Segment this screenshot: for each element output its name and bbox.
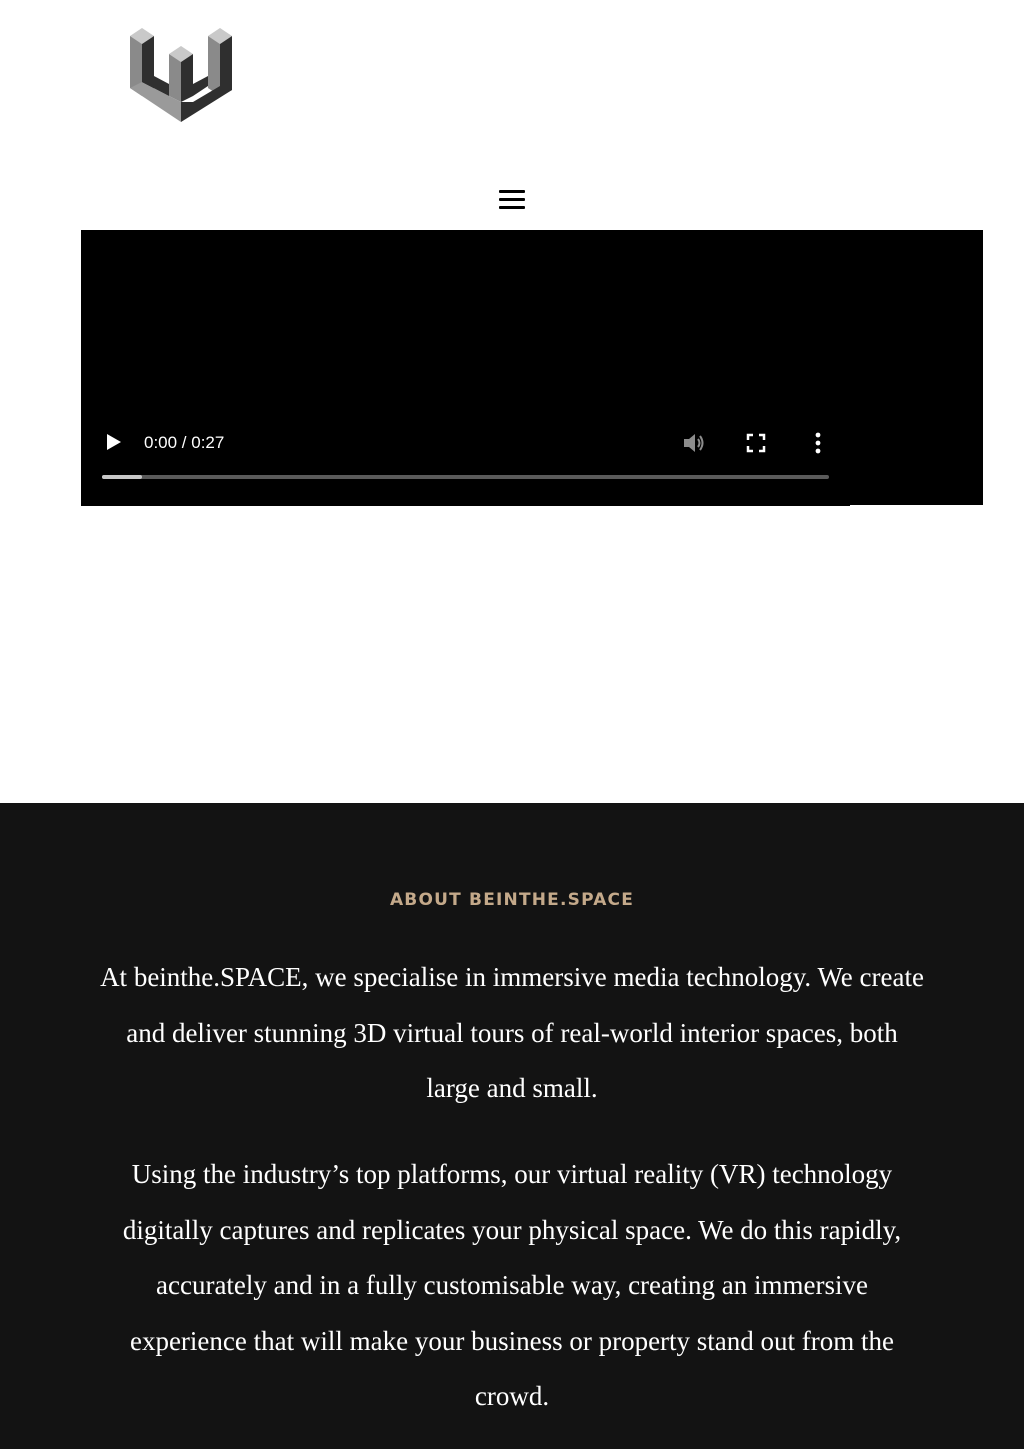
- video-progress-bar[interactable]: [102, 475, 829, 479]
- about-section: [0, 803, 1024, 1449]
- fullscreen-icon[interactable]: [743, 430, 769, 456]
- video-time-display: 0:00 / 0:27: [144, 433, 225, 452]
- video-player[interactable]: [81, 230, 983, 506]
- about-paragraph-2: Using the industry’s top platforms, our virtual reality (VR) technology digitally captures and replicates your physical space. We do this rapidly, accurately and in a fully customisable way, creating an immersive experience that will make your business or property stand out from the crowd.: [122, 1159, 902, 1411]
- menu-bar: [499, 190, 525, 193]
- hamburger-menu-icon[interactable]: [496, 186, 528, 214]
- about-heading: ABOUT BEINTHE.SPACE: [389, 890, 635, 910]
- menu-bar: [499, 206, 525, 209]
- more-options-icon[interactable]: [805, 430, 831, 456]
- beinthe-space-logo-icon[interactable]: [128, 26, 236, 126]
- video-edge-gap: [850, 505, 983, 507]
- volume-muted-icon[interactable]: [681, 430, 707, 456]
- about-paragraph-1: At beinthe.SPACE, we specialise in immersive media technology. We create and deliver stunning 3D virtual tours of real-world interior spaces, both large and small.: [100, 962, 924, 1103]
- video-controls: [81, 422, 850, 492]
- menu-bar: [499, 198, 525, 201]
- play-icon[interactable]: [101, 430, 125, 454]
- video-progress-fill: [102, 475, 142, 479]
